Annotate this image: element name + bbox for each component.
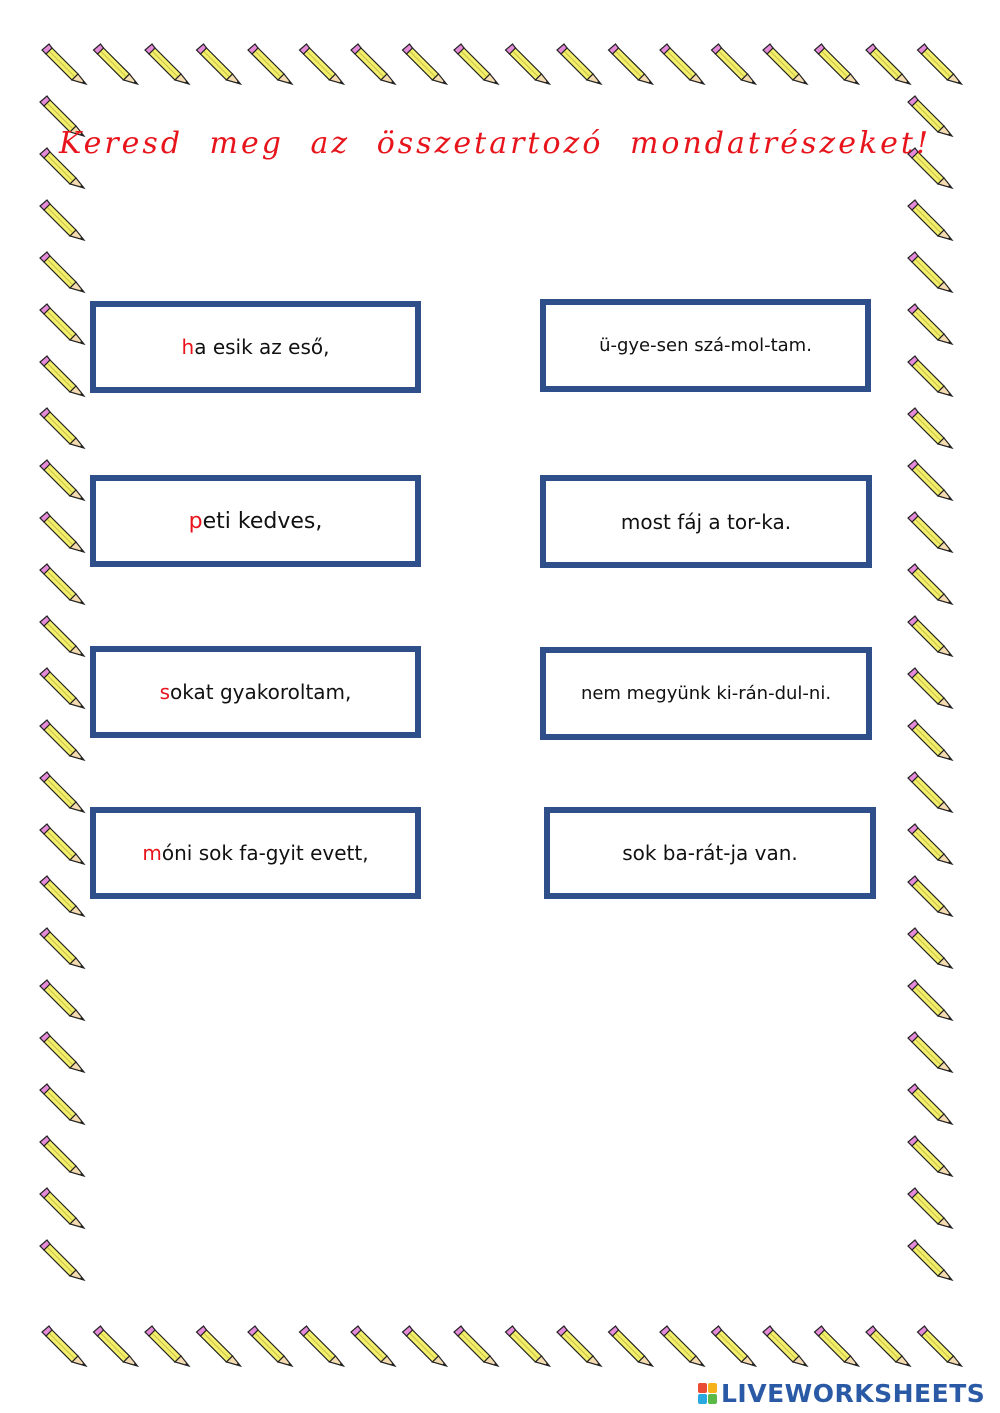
pencil-icon [40,824,84,864]
pencil-icon [403,1326,447,1366]
pencil-icon [660,1326,704,1366]
pencil-icon [300,1326,344,1366]
pencil-icon [908,252,952,292]
pencil-icon [40,720,84,760]
pencil-icon [40,668,84,708]
pencil-icon [40,460,84,500]
pencil-icon [609,1326,653,1366]
pencil-icon [908,200,952,240]
pencil-icon [609,44,653,84]
right-card-2[interactable] [540,475,872,568]
pencil-icon [712,1326,756,1366]
pencil-icon [815,1326,859,1366]
pencil-icon [908,720,952,760]
pencil-icon [145,1326,189,1366]
right-card-3-text: nem megyünk ki-rán-dul-ni. [580,683,832,704]
pencil-icon [403,44,447,84]
pencil-icon [145,44,189,84]
pencil-icon [506,44,550,84]
pencil-icon [248,44,292,84]
pencil-icon [40,408,84,448]
pencil-icon [908,928,952,968]
pencil-icon [908,460,952,500]
pencil-icon [908,1188,952,1228]
pencil-icon [908,772,952,812]
pencil-icon [40,1032,84,1072]
left-card-3-text: sokat gyakoroltam, [159,680,352,704]
pencil-icon [908,616,952,656]
left-card-2-text: peti kedves, [188,508,323,534]
right-card-3[interactable] [540,647,872,740]
pencil-icon [40,564,84,604]
right-card-4-text: sok ba-rát-ja van. [622,841,798,865]
left-card-2[interactable] [90,475,421,567]
left-card-4[interactable] [90,807,421,899]
pencil-icon [40,1188,84,1228]
right-card-1[interactable] [540,299,871,392]
pencil-icon [300,44,344,84]
right-card-4[interactable] [544,807,876,899]
pencil-icon [42,1326,86,1366]
pencil-icon [908,304,952,344]
pencil-icon [712,44,756,84]
pencil-icon [763,44,807,84]
pencil-icon [763,1326,807,1366]
pencil-icon [908,980,952,1020]
left-card-4-text: móni sok fa-gyit evett, [142,841,369,865]
pencil-icon [454,1326,498,1366]
pencil-icon [40,356,84,396]
pencil-icon [660,44,704,84]
pencil-icon [40,200,84,240]
pencil-icon [557,1326,601,1366]
left-card-1-text: ha esik az eső, [181,335,330,359]
liveworksheets-logo-icon [698,1383,717,1404]
pencil-icon [908,408,952,448]
right-card-1-text: ü-gye-sen szá-mol-tam. [599,335,812,356]
pencil-icon [94,44,138,84]
pencil-icon [42,44,86,84]
pencil-icon [248,1326,292,1366]
pencil-icon [918,44,962,84]
pencil-icon [815,44,859,84]
pencil-icon [908,512,952,552]
left-card-1[interactable] [90,301,421,393]
pencil-icon [506,1326,550,1366]
pencil-icon [908,1032,952,1072]
pencil-icon [40,980,84,1020]
pencil-icon [40,512,84,552]
pencil-icon [557,44,601,84]
pencil-icon [908,356,952,396]
pencil-icon [454,44,498,84]
pencil-icon [197,44,241,84]
pencil-icon [40,1136,84,1176]
pencil-icon [908,824,952,864]
pencil-icon [94,1326,138,1366]
pencil-icon [908,1136,952,1176]
pencil-icon [908,1240,952,1280]
logo-text: LIVEWORKSHEETS [721,1378,986,1408]
pencil-icon [351,1326,395,1366]
pencil-icon [40,616,84,656]
page-title: Keresd meg az összetartozó mondatrészeket! [58,126,932,161]
pencil-icon [40,1240,84,1280]
pencil-icon [866,1326,910,1366]
pencil-icon [351,44,395,84]
pencil-icon [40,928,84,968]
pencil-icon [40,304,84,344]
pencil-icon [40,1084,84,1124]
left-card-3[interactable] [90,646,421,738]
pencil-icon [908,564,952,604]
liveworksheets-logo [698,1378,985,1408]
pencil-icon [40,876,84,916]
pencil-icon [908,1084,952,1124]
pencil-icon [40,772,84,812]
pencil-icon [40,252,84,292]
pencil-icon [866,44,910,84]
pencil-icon [908,668,952,708]
pencil-icon [918,1326,962,1366]
right-card-2-text: most fáj a tor-ka. [620,509,792,534]
pencil-icon [197,1326,241,1366]
pencil-icon [908,876,952,916]
